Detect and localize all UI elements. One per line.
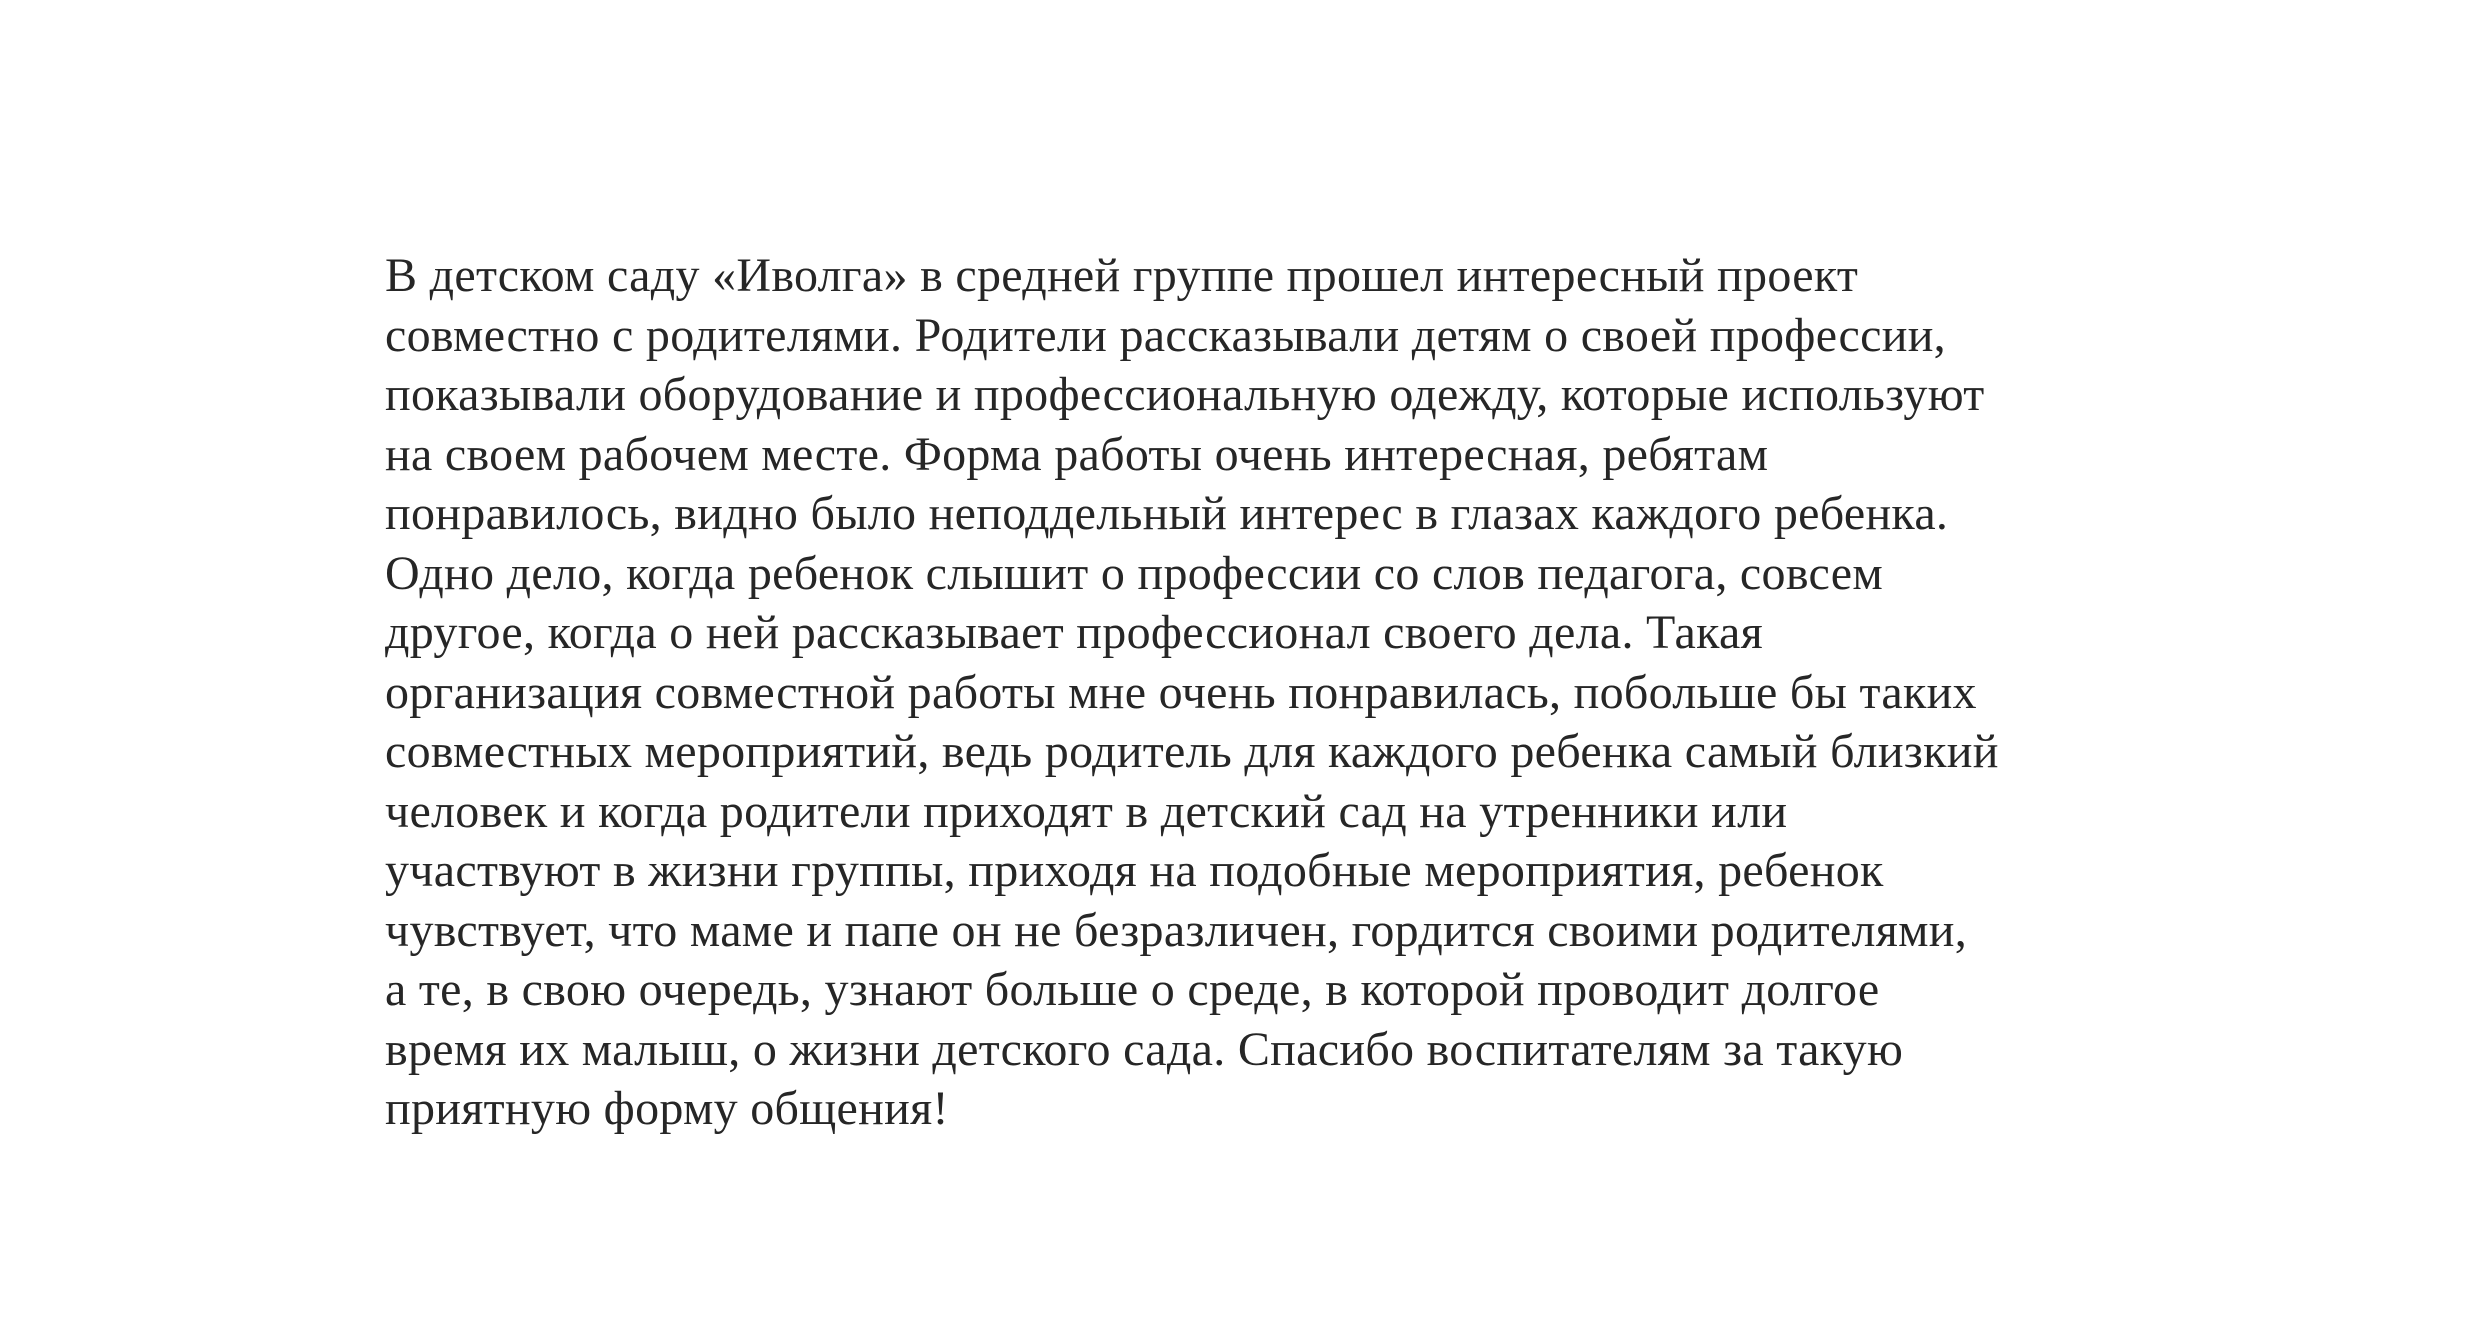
text-line: на своем рабочем месте. Форма работы очень интересная, ребятам — [385, 427, 1769, 481]
text-line: Одно дело, когда ребенок слышит о профессии со слов педагога, совсем — [385, 546, 1883, 600]
text-line: организация совместной работы мне очень понравилась, побольше бы таких — [385, 665, 1977, 719]
text-line: показывали оборудование и профессиональную одежду, которые используют — [385, 368, 1985, 421]
text-line: человек и когда родители приходят в детский сад на утренники или — [385, 784, 1788, 838]
text-line: время их малыш, о жизни детского сада. Спасибо воспитателям за такую — [385, 1022, 1904, 1076]
text-line: совместных мероприятий, ведь родитель для каждого ребенка самый близкий — [385, 725, 1999, 778]
review-paragraph — [385, 246, 2285, 1139]
text-line: а те, в свою очередь, узнают больше о среде, в которой проводит долгое — [385, 963, 1880, 1016]
text-line: участвуют в жизни группы, приходя на подобные мероприятия, ребенок — [385, 844, 1884, 897]
text-line: приятную форму общения! — [385, 1082, 949, 1135]
text-line: чувствует, что маме и папе он не безразличен, гордится своими родителями, — [385, 903, 1968, 957]
text-line: другое, когда о ней рассказывает профессионал своего дела. Такая — [385, 606, 1763, 659]
text-line: понравилось, видно было неподдельный интерес в глазах каждого ребенка. — [385, 487, 1949, 540]
text-line: В детском саду «Иволга» в средней группе прошел интересный проект — [385, 249, 1859, 302]
text-line: совместно с родителями. Родители рассказывали детям о своей профессии, — [385, 308, 1946, 362]
